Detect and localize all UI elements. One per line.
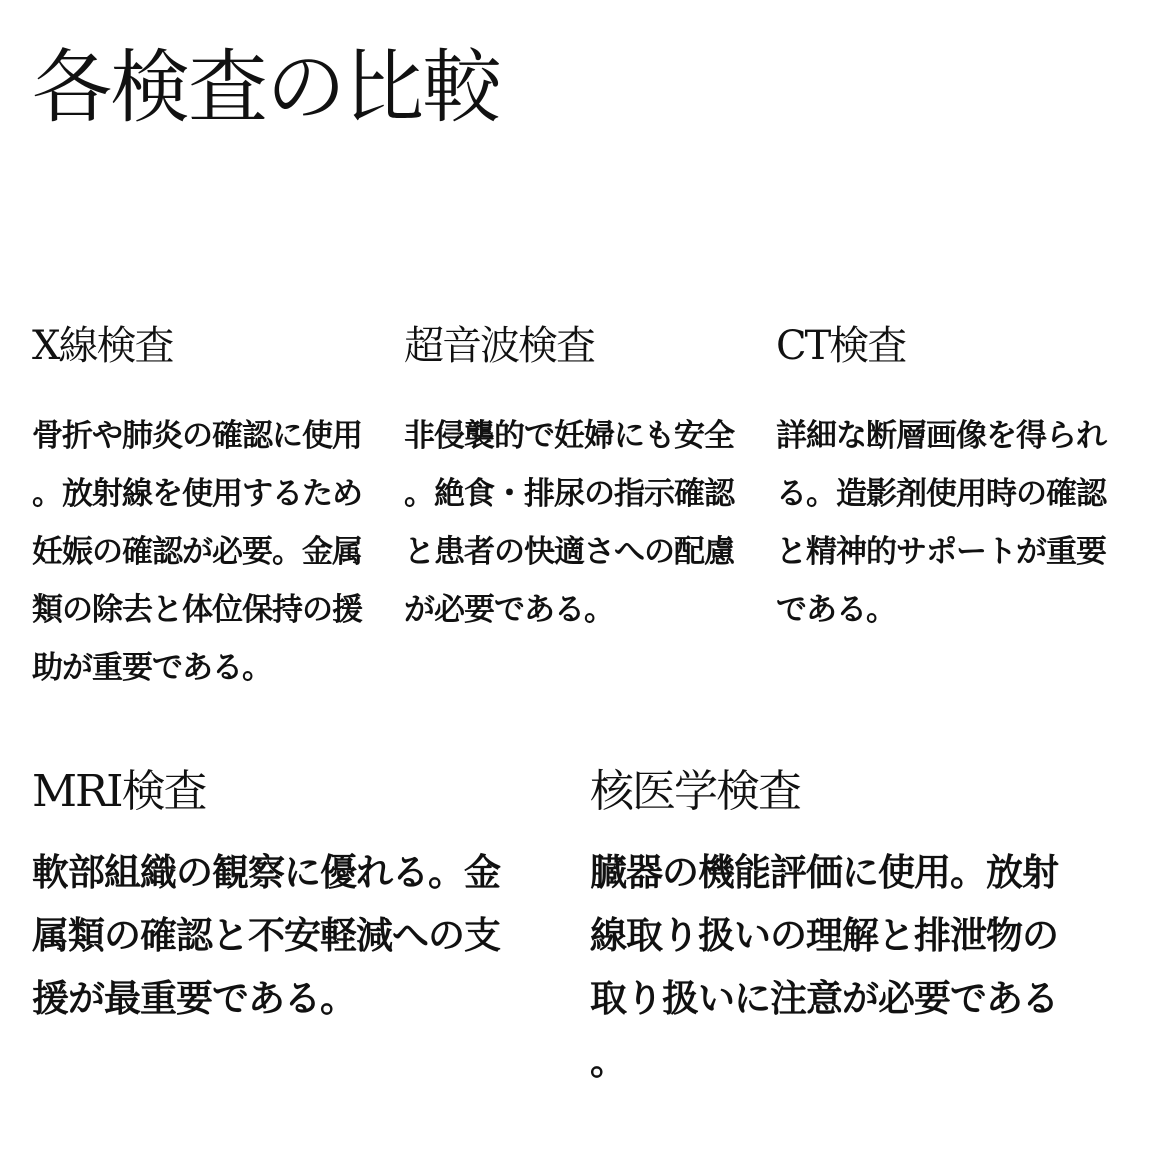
mri-heading: MRI検査 (32, 766, 206, 817)
nuclear-medicine-heading: 核医学検査 (590, 766, 800, 817)
ultrasound-card (404, 322, 738, 639)
nuclear-medicine-card (590, 766, 1070, 1093)
page-title: 各検査の比較 (32, 41, 500, 134)
ultrasound-heading: 超音波検査 (404, 323, 594, 369)
ct-description: 詳細な断層画像を得られる。造影剤使用時の確認と精神的サポートが重要である。 (776, 418, 1106, 628)
ct-heading: CT検査 (776, 323, 906, 369)
xray-card (32, 322, 366, 697)
ct-card (776, 322, 1110, 639)
xray-heading: X線検査 (32, 323, 173, 369)
mri-card (32, 766, 512, 1030)
nuclear-medicine-description: 臓器の機能評価に使用。放射線取り扱いの理解と排泄物の取り扱いに注意が必要である。 (590, 850, 1058, 1083)
mri-description: 軟部組織の観察に優れる。金属類の確認と不安軽減への支援が最重要である。 (32, 850, 500, 1020)
ultrasound-description: 非侵襲的で妊婦にも安全。絶食・排尿の指示確認と患者の快適さへの配慮が必要である。 (404, 418, 734, 628)
xray-description: 骨折や肺炎の確認に使用。放射線を使用するため妊娠の確認が必要。金属類の除去と体位保持の援助が重要である。 (32, 418, 362, 686)
